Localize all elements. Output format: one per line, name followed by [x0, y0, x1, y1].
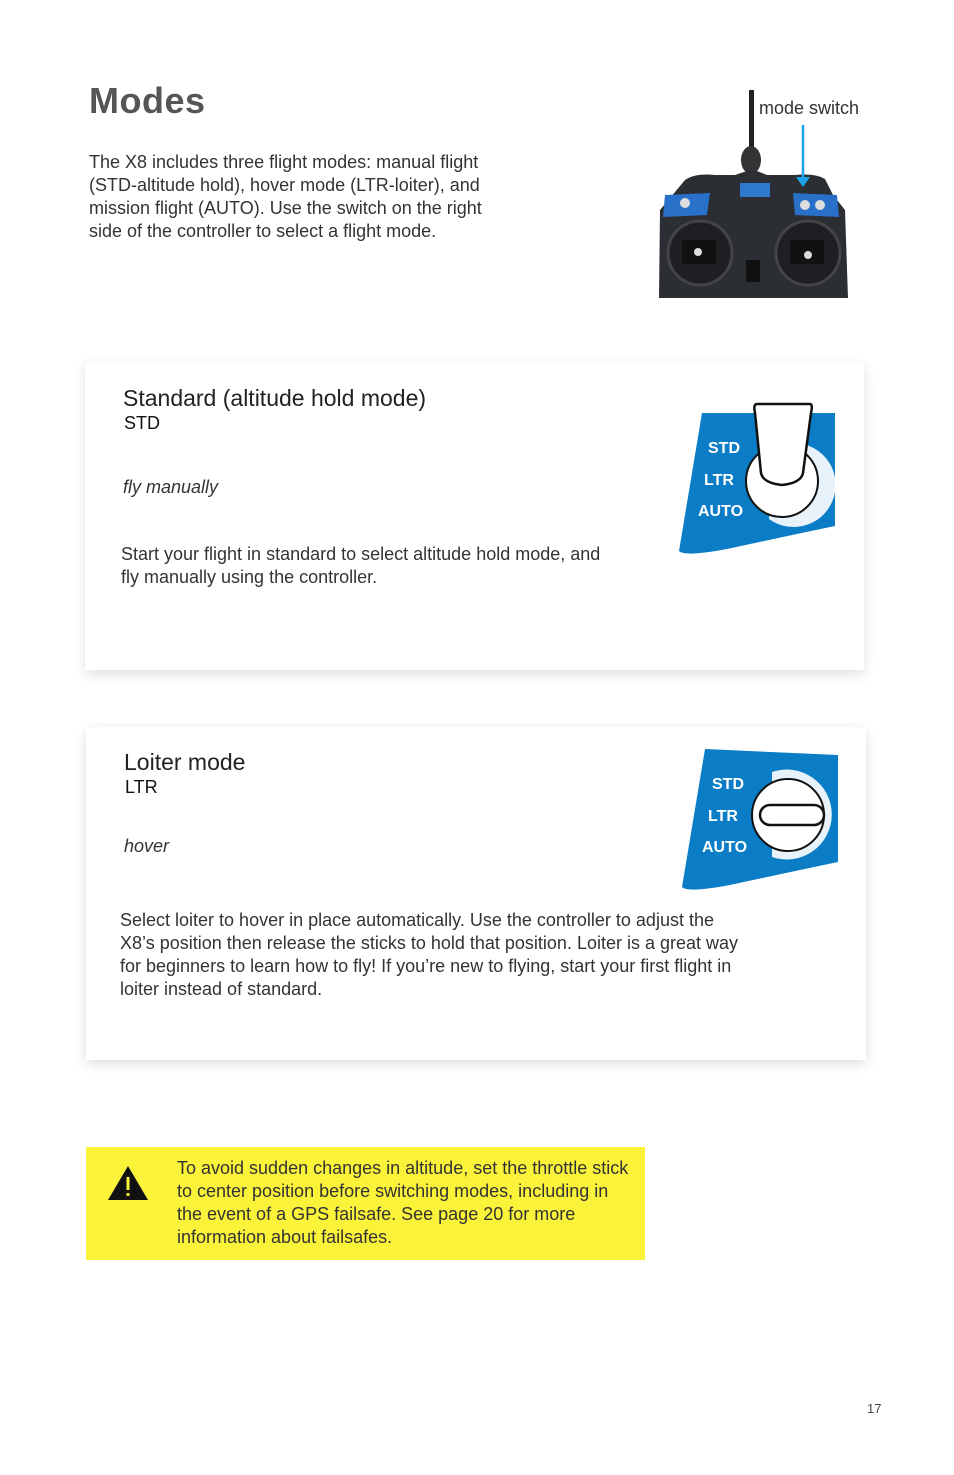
mode-description: Select loiter to hover in place automatically. Use the controller to adjust the X8’s position then release the sticks to hold that position. Loiter is a great way for beginners to learn how to fly! If you’re new to flying, start your first flight in loiter instead of standard. [120, 910, 739, 999]
page-number: 17 [867, 1401, 882, 1416]
mode-title: Standard (altitude hold mode) [123, 385, 427, 411]
std-switch-icon [677, 401, 837, 556]
mode-card-standard [85, 363, 864, 670]
mode-description: Start your flight in standard to select altitude hold mode, and fly manually using the controller. [121, 544, 601, 587]
mode-switch-callout: mode switch [759, 98, 860, 118]
ltr-label: LTR [708, 808, 738, 825]
mode-abbr: STD [124, 413, 160, 433]
std-label: STD [712, 776, 744, 793]
ltr-label: LTR [704, 472, 734, 489]
warning-triangle-icon [106, 1164, 150, 1202]
mode-abbr: LTR [125, 777, 158, 797]
std-label: STD [708, 440, 740, 457]
auto-label: AUTO [702, 839, 748, 856]
mode-card-loiter [86, 727, 866, 1060]
auto-label: AUTO [698, 503, 744, 520]
mode-tagline: hover [124, 836, 170, 856]
mode-title: Loiter mode [124, 749, 246, 775]
warning-box [86, 1147, 645, 1260]
warning-text: To avoid sudden changes in altitude, set the throttle stick to center position before switching modes, including in the event of a GPS failsafe. See page 20 for more information about failsafes. [177, 1158, 629, 1247]
intro-paragraph: The X8 includes three flight modes: manual flight (STD-altitude hold), hover mode (LTR-loiter), and mission flight (AUTO). Use the switch on the right side of the controller to select a flight mode. [89, 152, 482, 241]
page-title: Modes [89, 80, 206, 121]
ltr-switch-icon [680, 747, 840, 892]
mode-tagline: fly manually [123, 477, 219, 497]
